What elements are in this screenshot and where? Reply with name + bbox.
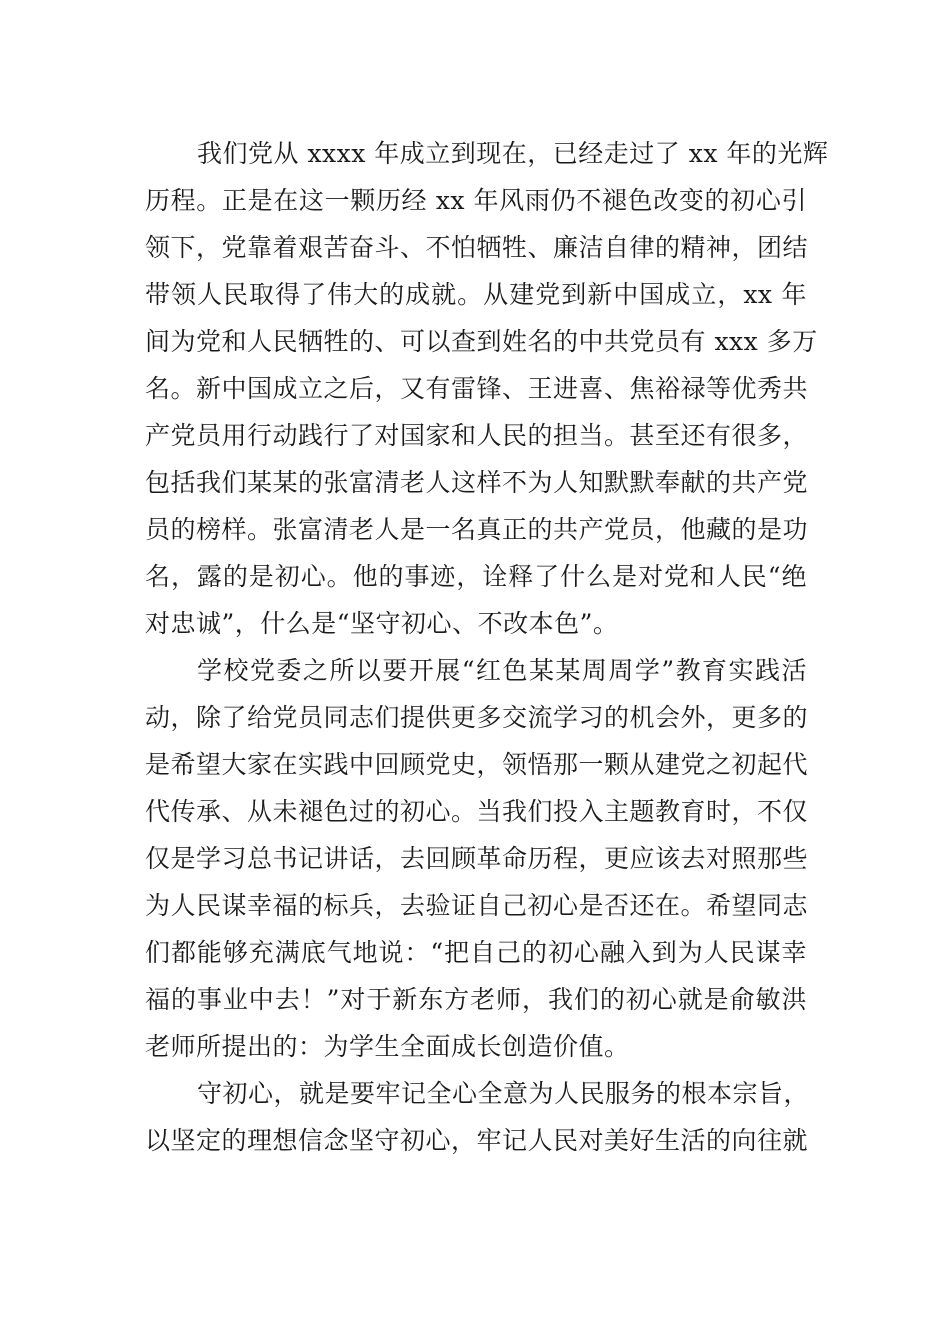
paragraph-1-line-5: 间为党和人民牺牲的、可以查到姓名的中共党员有 xxx 多万 <box>145 327 818 356</box>
paragraph-2-line-9: 老师所提出的：为学生全面成长创造价值。 <box>145 1032 630 1061</box>
paragraph-1-line-8: 包括我们某某的张富清老人这样不为人知默默奉献的共产党 <box>145 468 809 497</box>
paragraph-2-line-1: 学校党委之所以要开展“红色某某周周学”教育实践活 <box>197 656 807 685</box>
paragraph-2-line-8: 福的事业中去！”对于新东方老师，我们的初心就是俞敏洪 <box>145 985 807 1014</box>
paragraph-1-line-1: 我们党从 xxxx 年成立到现在，已经走过了 xx 年的光辉 <box>197 139 829 168</box>
paragraph-3-line-2: 以坚定的理想信念坚守初心，牢记人民对美好生活的向往就 <box>145 1126 809 1155</box>
paragraph-1-line-6: 名。新中国成立之后，又有雷锋、王进喜、焦裕禄等优秀共 <box>145 374 809 403</box>
paragraph-3-line-1: 守初心，就是要牢记全心全意为人民服务的根本宗旨， <box>197 1079 810 1108</box>
paragraph-1-line-4: 带领人民取得了伟大的成就。从建党到新中国成立，xx 年 <box>145 280 807 309</box>
paragraph-2-line-5: 仅是学习总书记讲话，去回顾革命历程，更应该去对照那些 <box>145 844 809 873</box>
paragraph-2-line-2: 动，除了给党员同志们提供更多交流学习的机会外，更多的 <box>145 703 809 732</box>
paragraph-1-line-2: 历程。正是在这一颗历经 xx 年风雨仍不褪色改变的初心引 <box>145 186 807 215</box>
paragraph-1-line-3: 领下，党靠着艰苦奋斗、不怕牺牲、廉洁自律的精神，团结 <box>145 233 809 262</box>
paragraph-1-line-7: 产党员用行动践行了对国家和人民的担当。甚至还有很多， <box>145 421 809 450</box>
paragraph-2-line-3: 是希望大家在实践中回顾党史，领悟那一颗从建党之初起代 <box>145 750 809 779</box>
paragraph-1-line-9: 员的榜样。张富清老人是一名真正的共产党员，他藏的是功 <box>145 515 809 544</box>
paragraph-1-line-11: 对忠诚”，什么是“坚守初心、不改本色”。 <box>145 609 619 638</box>
paragraph-2-line-7: 们都能够充满底气地说：“把自己的初心融入到为人民谋幸 <box>145 938 807 967</box>
paragraph-2-line-6: 为人民谋幸福的标兵，去验证自己初心是否还在。希望同志 <box>145 891 809 920</box>
paragraph-1-line-10: 名，露的是初心。他的事迹，诠释了什么是对党和人民“绝 <box>145 562 807 591</box>
paragraph-2-line-4: 代传承、从未褪色过的初心。当我们投入主题教育时，不仅 <box>145 797 809 826</box>
